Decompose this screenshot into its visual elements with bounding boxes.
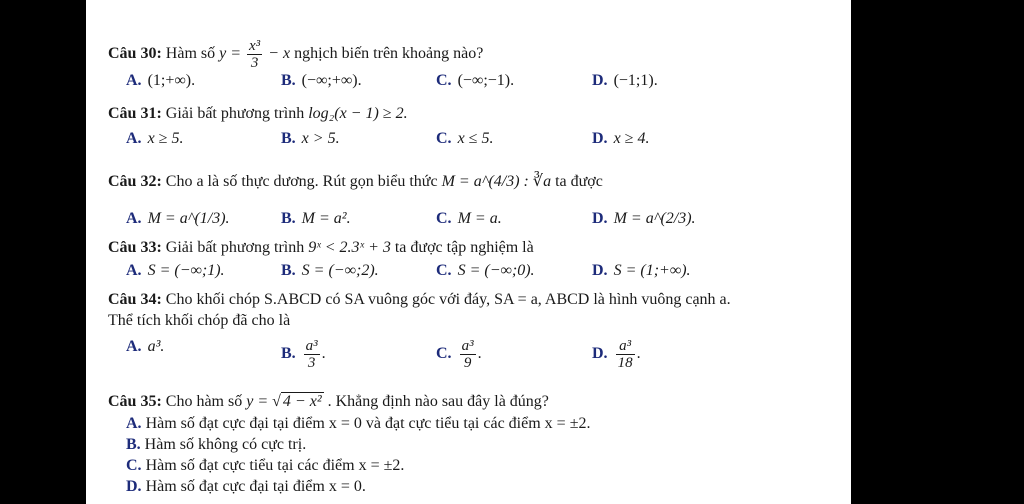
q30-option-b[interactable]: B. (−∞;+∞). [281,72,362,89]
q32-option-a[interactable]: A. M = a^(1/3). [126,210,230,227]
q34-option-d[interactable]: D. $\frac{\text{a³}}{18}$ . [592,338,641,371]
question-34-line2: Thể tích khối chóp đã cho là [108,312,291,329]
q30-option-d[interactable]: D. (−1;1). [592,72,658,89]
q35-option-b[interactable]: B. Hàm số không có cực trị. [126,436,307,453]
question-34: Câu 34: Cho khối chóp S.ABCD có SA vuông góc với đáy, SA = a, ABCD là hình vuông cạnh a. [108,291,731,308]
document-page [86,0,851,504]
question-31: Câu 31: Giải bất phương trình log₂(x − 1) ≥ 2. [108,105,408,122]
q31-option-d[interactable]: D. x ≥ 4. [592,130,650,147]
q30-option-c[interactable]: C. (−∞;−1). [436,72,515,89]
question-30-number: Câu 30: [108,45,162,63]
q31-option-b[interactable]: B. x > 5. [281,130,340,147]
q31-option-c[interactable]: C. x ≤ 5. [436,130,494,147]
q33-option-c[interactable]: C. S = (−∞;0). [436,262,535,279]
q35-option-c[interactable]: C. Hàm số đạt cực tiểu tại các điểm x = ±2. [126,457,405,474]
q34-option-a[interactable]: A. a³. [126,338,165,355]
question-32: Câu 32: Cho a là số thực dương. Rút gọn biểu thức M = a^(4/3) : ∛a ta được [108,173,603,190]
question-33: Câu 33: Giải bất phương trình 9ˣ < 2.3ˣ + 3 ta được tập nghiệm là [108,239,534,256]
q32-option-d[interactable]: D. M = a^(2/3). [592,210,696,227]
q34-option-b[interactable]: B. $\frac{\text{a³}}{3}$ . [281,338,326,371]
q30-formula: y = $\frac{\text{x³}}{3}$ − x [219,38,291,71]
q31-option-a[interactable]: A. x ≥ 5. [126,130,184,147]
q32-option-c[interactable]: C. M = a. [436,210,502,227]
q35-option-d[interactable]: D. Hàm số đạt cực đại tại điểm x = 0. [126,478,366,495]
q33-option-b[interactable]: B. S = (−∞;2). [281,262,379,279]
q35-option-a[interactable]: A. Hàm số đạt cực đại tại điểm x = 0 và đạt cực tiểu tại các điểm x = ±2. [126,415,591,432]
q33-option-d[interactable]: D. S = (1;+∞). [592,262,691,279]
question-30: Câu 30: Hàm số y = $\frac{\text{x³}}{3}$ − x nghịch biến trên khoảng nào? [108,38,484,71]
q30-option-a[interactable]: A. (1;+∞). [126,72,196,89]
question-35: Câu 35: Cho hàm số y = √ 4 − x² . Khẳng định nào sau đây là đúng? [108,393,549,410]
q32-option-b[interactable]: B. M = a². [281,210,351,227]
q34-option-c[interactable]: C. $\frac{\text{a³}}{9}$ . [436,338,482,371]
q33-option-a[interactable]: A. S = (−∞;1). [126,262,225,279]
